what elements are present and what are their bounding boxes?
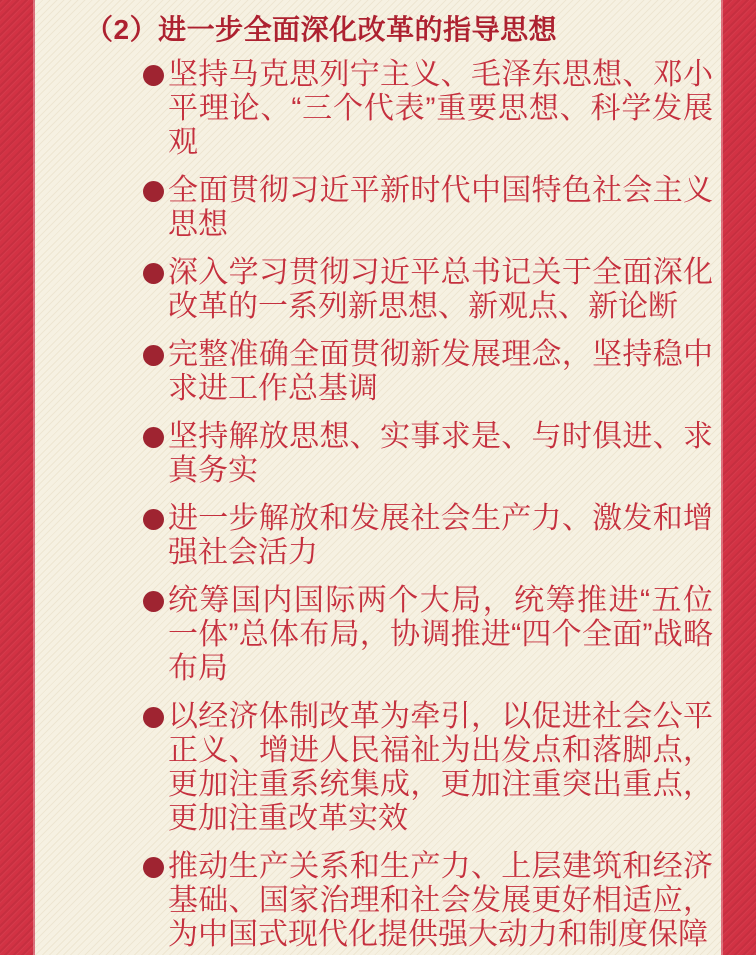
- section-title: （2）进一步全面深化改革的指导思想: [85, 14, 558, 45]
- bullet-icon: [143, 427, 164, 448]
- bullet-text: 深入学习贯彻习近平总书记关于全面深化改革的一系列新思想、新观点、新论断: [168, 256, 713, 323]
- list-item: [143, 700, 721, 836]
- list-item: [143, 502, 721, 570]
- list-item: [143, 58, 721, 160]
- bullet-icon: [143, 707, 164, 728]
- bullet-icon: [143, 345, 164, 366]
- bullet-text: 坚持解放思想、实事求是、与时俱进、求真务实: [168, 420, 713, 487]
- bullet-text: 全面贯彻习近平新时代中国特色社会主义思想: [168, 174, 713, 241]
- bullet-text: 进一步解放和发展社会生产力、激发和增强社会活力: [168, 502, 713, 569]
- list-item: [143, 338, 721, 406]
- bullet-icon: [143, 591, 164, 612]
- list-item: [143, 174, 721, 242]
- content-area: [35, 0, 721, 955]
- bullet-icon: [143, 65, 164, 86]
- bullet-text: 坚持马克思列宁主义、毛泽东思想、邓小平理论、“三个代表”重要思想、科学发展观: [168, 58, 713, 159]
- bullet-text: 完整准确全面贯彻新发展理念，坚持稳中求进工作总基调: [168, 338, 713, 405]
- bullet-icon: [143, 263, 164, 284]
- left-red-bar: [0, 0, 35, 955]
- bullet-icon: [143, 181, 164, 202]
- bullet-icon: [143, 857, 164, 878]
- bullet-text: 推动生产关系和生产力、上层建筑和经济基础、国家治理和社会发展更好相适应，为中国式现代化提供强大动力和制度保障: [168, 850, 713, 951]
- list-item: [143, 850, 721, 952]
- list-item: [143, 584, 721, 686]
- right-red-bar: [721, 0, 756, 955]
- list-item: [143, 420, 721, 488]
- bullet-text: 统筹国内国际两个大局，统筹推进“五位一体”总体布局，协调推进“四个全面”战略布局: [168, 584, 713, 685]
- bullet-text: 以经济体制改革为牵引，以促进社会公平正义、增进人民福祉为出发点和落脚点，更加注重系统集成，更加注重突出重点，更加注重改革实效: [168, 700, 713, 835]
- bullet-list: [143, 58, 721, 952]
- bullet-icon: [143, 509, 164, 530]
- list-item: [143, 256, 721, 324]
